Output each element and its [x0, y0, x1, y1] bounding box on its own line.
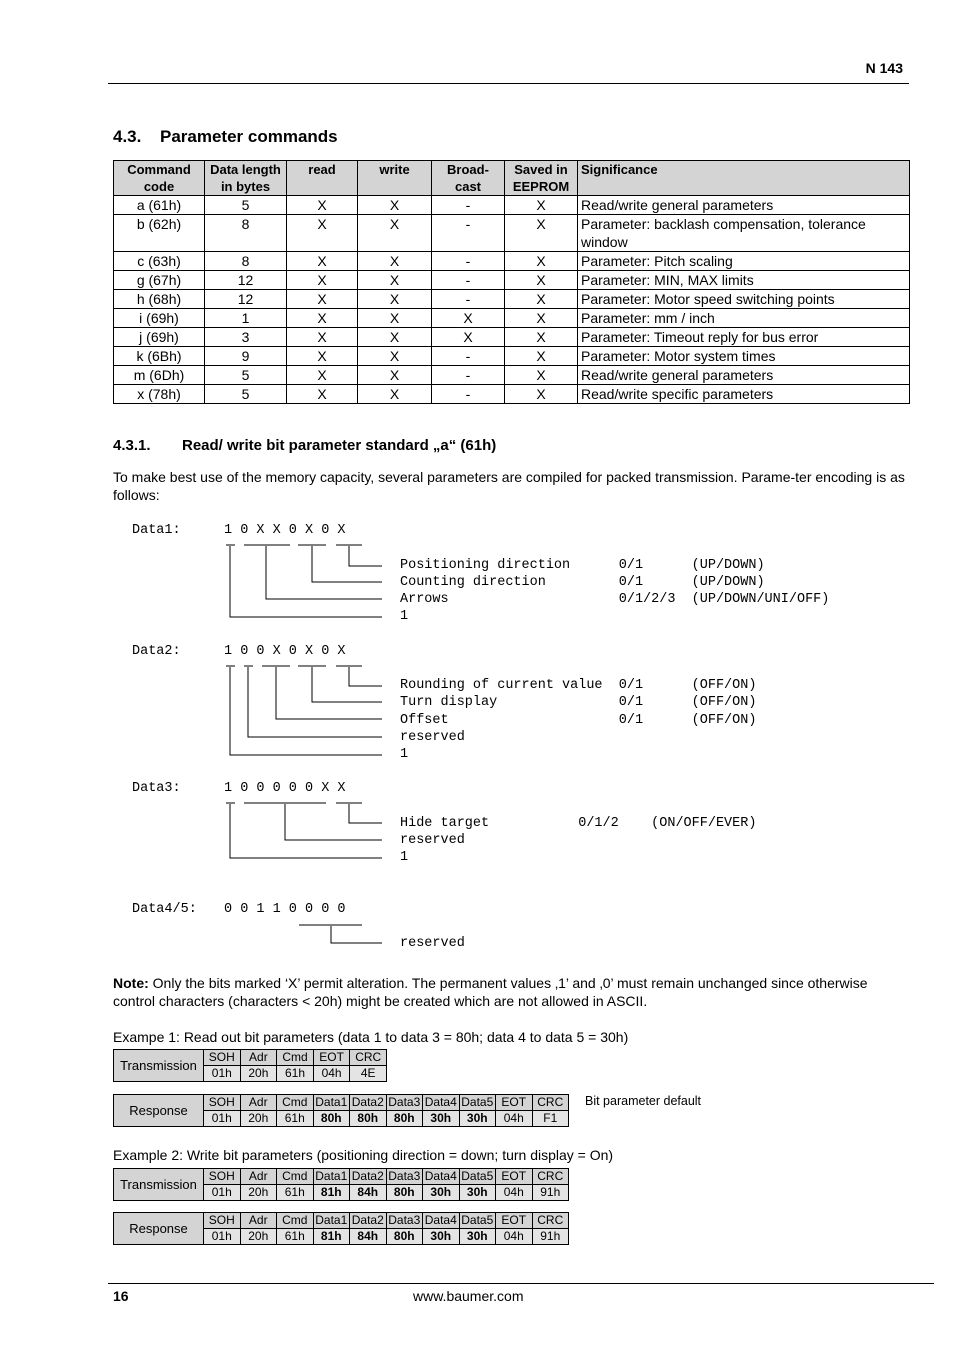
cell-len: 12	[205, 271, 287, 290]
data45-bits: 0 0 1 1 0 0 0 0	[224, 902, 346, 917]
cell-write: X	[358, 271, 432, 290]
field-data3: Data3	[386, 1213, 423, 1229]
subsection-title: Read/ write bit parameter standard „a“ (61h)	[182, 437, 497, 454]
field-eot: EOT	[313, 1050, 350, 1066]
field-adr: Adr	[240, 1213, 277, 1229]
value-data5: 30h	[459, 1229, 496, 1245]
cell-saved: X	[505, 347, 578, 366]
field-soh: SOH	[204, 1213, 241, 1229]
example2-transmission-frame	[113, 1168, 569, 1201]
table-row	[114, 309, 910, 328]
data3-line-1: Hide target 0/1/2 (ON/OFF/EVER)	[400, 816, 757, 831]
cell-code: i (69h)	[114, 309, 205, 328]
value-data4: 30h	[423, 1111, 460, 1127]
value-cmd: 61h	[277, 1066, 314, 1082]
cell-saved: X	[505, 252, 578, 271]
cell-broad: -	[432, 215, 505, 252]
data3-line-3: 1	[400, 850, 409, 865]
value-eot: 04h	[313, 1066, 350, 1082]
cell-write: X	[358, 347, 432, 366]
frame-label: Transmission	[114, 1169, 204, 1201]
col-header-significance: Significance	[578, 161, 910, 196]
cell-write: X	[358, 290, 432, 309]
value-cmd: 61h	[277, 1111, 314, 1127]
bit-parameter-default-note: Bit parameter default	[585, 1094, 702, 1108]
cell-saved: X	[505, 366, 578, 385]
example1-transmission-frame	[113, 1049, 387, 1082]
cell-write: X	[358, 328, 432, 347]
cell-write: X	[358, 215, 432, 252]
value-soh: 01h	[204, 1229, 241, 1245]
cell-code: c (63h)	[114, 252, 205, 271]
cell-len: 8	[205, 252, 287, 271]
value-adr: 20h	[240, 1229, 277, 1245]
cell-read: X	[287, 252, 358, 271]
cell-sig: Parameter: Motor speed switching points	[578, 290, 910, 309]
value-crc: 91h	[532, 1229, 569, 1245]
value-data3: 80h	[386, 1185, 423, 1201]
data2-line-1: Rounding of current value 0/1 (OFF/ON)	[400, 678, 757, 693]
col-header-write: write	[358, 161, 432, 196]
cell-code: h (68h)	[114, 290, 205, 309]
value-data5: 30h	[459, 1185, 496, 1201]
field-data2: Data2	[350, 1169, 387, 1185]
intro-paragraph: To make best use of the memory capacity, several parameters are compiled for packed transmission. Parame-ter encoding is as follows:	[113, 469, 905, 503]
field-cmd: Cmd	[277, 1050, 314, 1066]
table-row	[114, 366, 910, 385]
field-eot: EOT	[496, 1169, 533, 1185]
subsection-number: 4.3.1.	[113, 437, 151, 454]
cell-read: X	[287, 385, 358, 404]
table-row	[114, 252, 910, 271]
data2-line-4: reserved	[400, 730, 465, 745]
cell-read: X	[287, 309, 358, 328]
cell-write: X	[358, 366, 432, 385]
cell-sig: Parameter: mm / inch	[578, 309, 910, 328]
section-heading	[113, 127, 338, 147]
cell-saved: X	[505, 385, 578, 404]
cell-write: X	[358, 385, 432, 404]
cell-code: m (6Dh)	[114, 366, 205, 385]
table-row	[114, 271, 910, 290]
cell-code: a (61h)	[114, 196, 205, 215]
cell-write: X	[358, 252, 432, 271]
cell-sig: Read/write general parameters	[578, 196, 910, 215]
col-header-broadcast: Broad- cast	[432, 161, 505, 196]
cell-broad: -	[432, 366, 505, 385]
cell-broad: -	[432, 252, 505, 271]
value-soh: 01h	[204, 1185, 241, 1201]
cell-len: 5	[205, 366, 287, 385]
data45-label: Data4/5:	[132, 902, 197, 917]
table-row	[114, 215, 910, 252]
value-data3: 80h	[386, 1229, 423, 1245]
field-data1: Data1	[313, 1213, 350, 1229]
cell-code: k (6Bh)	[114, 347, 205, 366]
cell-read: X	[287, 347, 358, 366]
field-cmd: Cmd	[277, 1169, 314, 1185]
value-adr: 20h	[240, 1185, 277, 1201]
field-eot: EOT	[496, 1213, 533, 1229]
frame-label: Response	[114, 1213, 204, 1245]
field-data5: Data5	[459, 1095, 496, 1111]
cell-broad: -	[432, 290, 505, 309]
example1-title: Exampe 1: Read out bit parameters (data 1 to data 3 = 80h; data 4 to data 5 = 30h)	[113, 1029, 629, 1045]
table-row	[114, 290, 910, 309]
data3-line-2: reserved	[400, 833, 465, 848]
cell-len: 3	[205, 328, 287, 347]
field-data1: Data1	[313, 1095, 350, 1111]
cell-len: 1	[205, 309, 287, 328]
data1-line-2: Counting direction 0/1 (UP/DOWN)	[400, 575, 765, 590]
field-crc: CRC	[532, 1213, 569, 1229]
section-number: 4.3.	[113, 127, 142, 146]
table-row	[114, 196, 910, 215]
value-cmd: 61h	[277, 1185, 314, 1201]
note-text: Only the bits marked ‘X’ permit alteration. The permanent values ‚1’ and ‚0’ must remain unchanged since otherwise control characters (characters < 20h) might be created which are not allowed in ASCII.	[113, 975, 868, 1009]
document-id: N 143	[865, 60, 903, 76]
value-eot: 04h	[496, 1229, 533, 1245]
value-adr: 20h	[240, 1066, 277, 1082]
parameter-commands-table	[113, 160, 910, 404]
field-soh: SOH	[204, 1095, 241, 1111]
value-data1: 81h	[313, 1229, 350, 1245]
field-data1: Data1	[313, 1169, 350, 1185]
cell-read: X	[287, 366, 358, 385]
cell-broad: X	[432, 328, 505, 347]
cell-sig: Read/write specific parameters	[578, 385, 910, 404]
cell-code: x (78h)	[114, 385, 205, 404]
data2-line-3: Offset 0/1 (OFF/ON)	[400, 713, 757, 728]
field-data5: Data5	[459, 1213, 496, 1229]
col-header-code: Command code	[114, 161, 205, 196]
field-data2: Data2	[350, 1095, 387, 1111]
field-crc: CRC	[350, 1050, 387, 1066]
cell-read: X	[287, 328, 358, 347]
value-data5: 30h	[459, 1111, 496, 1127]
website-link[interactable]: www.baumer.com	[413, 1288, 524, 1304]
data1-line-4: 1	[400, 609, 409, 624]
example2-response-frame	[113, 1212, 569, 1245]
col-header-saved: Saved in EEPROM	[505, 161, 578, 196]
value-data2: 84h	[350, 1229, 387, 1245]
field-adr: Adr	[240, 1169, 277, 1185]
cell-broad: -	[432, 271, 505, 290]
cell-saved: X	[505, 328, 578, 347]
field-data4: Data4	[423, 1095, 460, 1111]
field-cmd: Cmd	[277, 1213, 314, 1229]
value-data4: 30h	[423, 1229, 460, 1245]
field-adr: Adr	[240, 1050, 277, 1066]
cell-read: X	[287, 196, 358, 215]
table-row	[114, 385, 910, 404]
cell-sig: Parameter: MIN, MAX limits	[578, 271, 910, 290]
value-eot: 04h	[496, 1111, 533, 1127]
subsection-heading	[113, 437, 496, 454]
field-data4: Data4	[423, 1169, 460, 1185]
data1-line-3: Arrows 0/1/2/3 (UP/DOWN/UNI/OFF)	[400, 592, 830, 607]
cell-saved: X	[505, 196, 578, 215]
cell-sig: Parameter: Pitch scaling	[578, 252, 910, 271]
note-paragraph	[113, 974, 913, 1010]
value-data4: 30h	[423, 1185, 460, 1201]
field-crc: CRC	[532, 1095, 569, 1111]
data1-line-1: Positioning direction 0/1 (UP/DOWN)	[400, 558, 765, 573]
cell-broad: X	[432, 309, 505, 328]
col-header-length: Data length in bytes	[205, 161, 287, 196]
cell-saved: X	[505, 290, 578, 309]
cell-len: 8	[205, 215, 287, 252]
cell-read: X	[287, 271, 358, 290]
data2-label: Data2:	[132, 644, 181, 659]
header-rule	[108, 83, 909, 84]
cell-sig: Parameter: backlash compensation, tolerance window	[578, 215, 910, 252]
frame-label: Transmission	[114, 1050, 204, 1082]
footer-rule	[108, 1283, 934, 1284]
value-crc: F1	[532, 1111, 569, 1127]
data3-bits: 1 0 0 0 0 0 X X	[224, 781, 346, 796]
cell-saved: X	[505, 215, 578, 252]
value-eot: 04h	[496, 1185, 533, 1201]
data1-label: Data1:	[132, 523, 181, 538]
data3-label: Data3:	[132, 781, 181, 796]
value-crc: 91h	[532, 1185, 569, 1201]
field-data4: Data4	[423, 1213, 460, 1229]
cell-read: X	[287, 290, 358, 309]
cell-sig: Parameter: Motor system times	[578, 347, 910, 366]
cell-len: 5	[205, 385, 287, 404]
value-soh: 01h	[204, 1111, 241, 1127]
data2-line-5: 1	[400, 747, 409, 762]
example2-title: Example 2: Write bit parameters (positioning direction = down; turn display = On)	[113, 1147, 614, 1163]
cell-len: 12	[205, 290, 287, 309]
cell-saved: X	[505, 271, 578, 290]
field-cmd: Cmd	[277, 1095, 314, 1111]
value-data2: 80h	[350, 1111, 387, 1127]
col-header-read: read	[287, 161, 358, 196]
field-eot: EOT	[496, 1095, 533, 1111]
value-adr: 20h	[240, 1111, 277, 1127]
data2-bits: 1 0 0 X 0 X 0 X	[224, 644, 346, 659]
value-data3: 80h	[386, 1111, 423, 1127]
cell-code: g (67h)	[114, 271, 205, 290]
cell-broad: -	[432, 196, 505, 215]
field-soh: SOH	[204, 1050, 241, 1066]
field-data2: Data2	[350, 1213, 387, 1229]
value-data2: 84h	[350, 1185, 387, 1201]
section-title: Parameter commands	[160, 127, 338, 146]
cell-code: j (69h)	[114, 328, 205, 347]
cell-sig: Read/write general parameters	[578, 366, 910, 385]
data45-line-1: reserved	[400, 936, 465, 951]
field-soh: SOH	[204, 1169, 241, 1185]
table-row	[114, 347, 910, 366]
cell-len: 9	[205, 347, 287, 366]
cell-code: b (62h)	[114, 215, 205, 252]
table-row	[114, 328, 910, 347]
value-soh: 01h	[204, 1066, 241, 1082]
value-data1: 81h	[313, 1185, 350, 1201]
field-crc: CRC	[532, 1169, 569, 1185]
cell-write: X	[358, 309, 432, 328]
data1-bits: 1 0 X X 0 X 0 X	[224, 523, 346, 538]
note-label: Note:	[113, 975, 149, 991]
frame-label: Response	[114, 1095, 204, 1127]
data2-line-2: Turn display 0/1 (OFF/ON)	[400, 695, 757, 710]
cell-broad: -	[432, 385, 505, 404]
field-data5: Data5	[459, 1169, 496, 1185]
field-data3: Data3	[386, 1095, 423, 1111]
value-crc: 4E	[350, 1066, 387, 1082]
value-data1: 80h	[313, 1111, 350, 1127]
example1-response-frame	[113, 1094, 569, 1127]
field-adr: Adr	[240, 1095, 277, 1111]
cell-len: 5	[205, 196, 287, 215]
cell-sig: Parameter: Timeout reply for bus error	[578, 328, 910, 347]
cell-broad: -	[432, 347, 505, 366]
cell-write: X	[358, 196, 432, 215]
cell-read: X	[287, 215, 358, 252]
cell-saved: X	[505, 309, 578, 328]
field-data3: Data3	[386, 1169, 423, 1185]
value-cmd: 61h	[277, 1229, 314, 1245]
table-header-row	[114, 161, 910, 196]
page-number: 16	[113, 1288, 129, 1304]
